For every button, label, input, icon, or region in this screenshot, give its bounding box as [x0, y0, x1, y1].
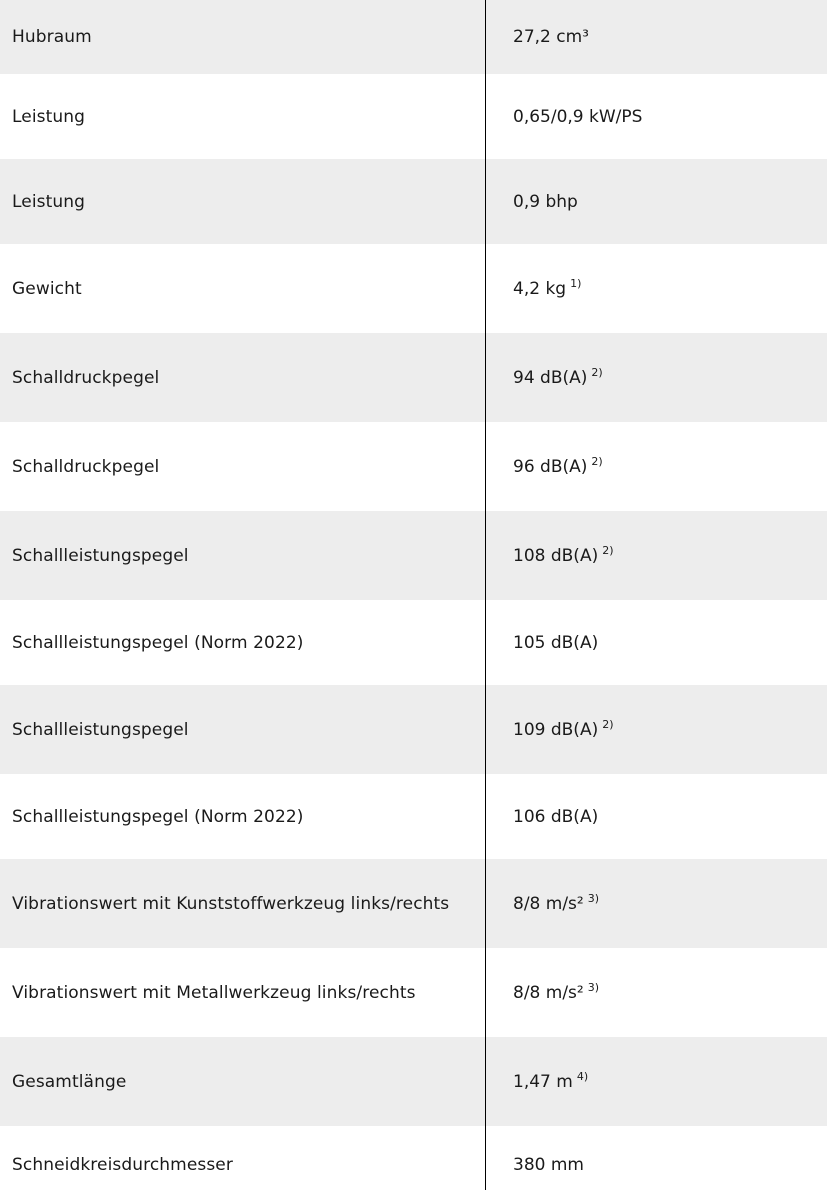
spec-value: 8/8 m/s²: [513, 893, 584, 914]
spec-value: 94 dB(A): [513, 367, 588, 388]
table-row: [0, 1126, 827, 1190]
table-row: [0, 244, 827, 333]
column-divider: [485, 0, 486, 1190]
spec-label: Schneidkreisdurchmesser: [12, 1155, 233, 1175]
spec-label: Schallleistungspegel (Norm 2022): [12, 806, 304, 827]
spec-value: 0,9 bhp: [513, 191, 578, 212]
table-row: [0, 600, 827, 685]
footnote-marker: 3): [587, 891, 600, 905]
spec-value-cell: [485, 1155, 827, 1175]
spec-label: Gesamtlänge: [12, 1071, 127, 1092]
footnote-marker: 4): [576, 1069, 589, 1083]
table-row: [0, 859, 827, 948]
spec-value: 0,65/0,9 kW/PS: [513, 106, 643, 127]
spec-value-cell: [485, 1069, 827, 1092]
spec-value-cell: [485, 107, 827, 127]
spec-label: Vibrationswert mit Kunststoffwerkzeug links/rechts: [12, 893, 450, 914]
spec-value-cell: [485, 807, 827, 827]
footnote-marker: 2): [602, 717, 614, 731]
spec-value: 8/8 m/s²: [513, 982, 584, 1003]
footnote-marker: 2): [591, 365, 603, 379]
spec-value: 106 dB(A): [513, 806, 599, 827]
table-row: [0, 948, 827, 1037]
spec-value: 27,2 cm³: [513, 27, 589, 47]
table-row: [0, 0, 827, 74]
spec-value-cell: [485, 980, 827, 1003]
spec-value-cell: [485, 365, 827, 388]
spec-label: Vibrationswert mit Metallwerkzeug links/rechts: [12, 982, 416, 1003]
spec-label: Gewicht: [12, 278, 82, 299]
footnote-marker: 1): [570, 276, 582, 290]
spec-label: Schallleistungspegel: [12, 545, 189, 566]
spec-value: 4,2 kg: [513, 278, 567, 299]
spec-value: 108 dB(A): [513, 545, 599, 566]
spec-value-cell: [485, 27, 827, 47]
footnote-marker: 2): [602, 543, 614, 557]
footnote-marker: 2): [591, 454, 603, 468]
spec-value: 109 dB(A): [513, 719, 599, 740]
spec-value: 380 mm: [513, 1155, 584, 1175]
table-row: [0, 685, 827, 774]
table-row: [0, 511, 827, 600]
spec-value-cell: [485, 633, 827, 653]
table-row: [0, 774, 827, 859]
spec-label: Schallleistungspegel: [12, 719, 189, 740]
spec-value-cell: [485, 891, 827, 914]
spec-value: 96 dB(A): [513, 456, 588, 477]
spec-label: Schallleistungspegel (Norm 2022): [12, 632, 304, 653]
spec-label: Leistung: [12, 106, 86, 127]
table-row: [0, 422, 827, 511]
footnote-marker: 3): [587, 980, 600, 994]
spec-value: 1,47 m: [513, 1071, 573, 1092]
spec-value: 105 dB(A): [513, 632, 599, 653]
table-row: [0, 159, 827, 244]
spec-label: Leistung: [12, 191, 86, 212]
spec-label: Hubraum: [12, 27, 92, 47]
table-row: [0, 74, 827, 159]
table-row: [0, 1037, 827, 1126]
table-row: [0, 333, 827, 422]
spec-value-cell: [485, 543, 827, 566]
spec-value-cell: [485, 192, 827, 212]
spec-value-cell: [485, 276, 827, 299]
spec-value-cell: [485, 454, 827, 477]
spec-value-cell: [485, 717, 827, 740]
spec-label: Schalldruckpegel: [12, 456, 160, 477]
spec-label: Schalldruckpegel: [12, 367, 160, 388]
